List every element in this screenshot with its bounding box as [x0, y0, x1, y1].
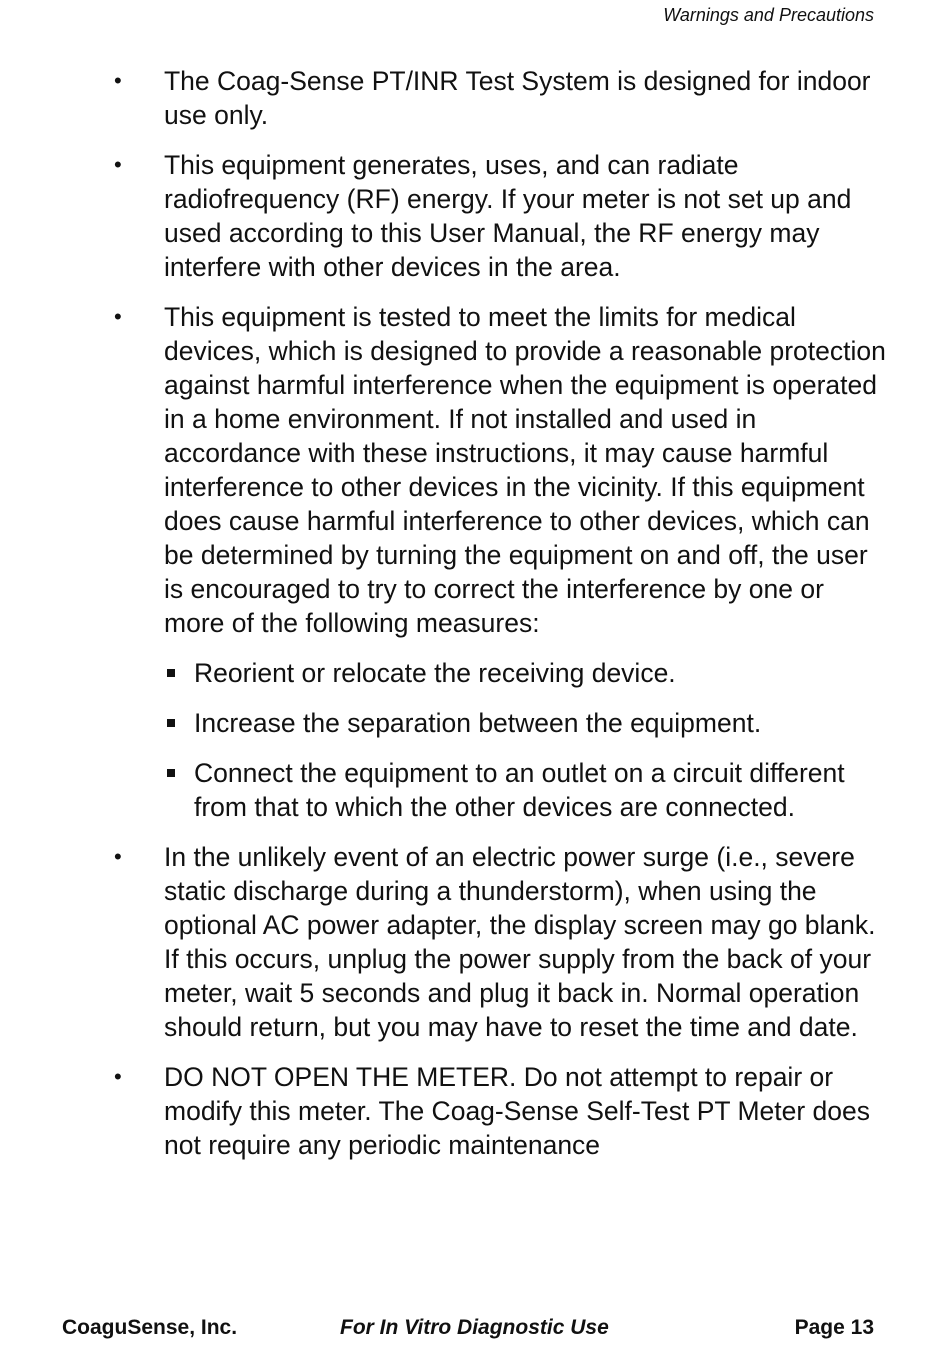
list-item — [0, 64, 950, 132]
list-item-text: DO NOT OPEN THE METER. Do not attempt to repair or modify this meter. The Coag-Sense Self-Test PT Meter does not require any periodic maintenance — [164, 1062, 871, 1160]
square-bullet-icon — [167, 769, 175, 777]
bullet-dot-icon: • — [114, 304, 122, 329]
list-item-text: The Coag-Sense PT/INR Test System is designed for indoor use only. — [164, 66, 871, 130]
document-body — [0, 64, 950, 1178]
sub-list-item — [164, 706, 890, 740]
sub-list-item-text: Increase the separation between the equipment. — [194, 708, 762, 738]
list-item — [0, 300, 950, 824]
list-item-text: In the unlikely event of an electric power surge (i.e., severe static discharge during a thunderstorm), when using the optional AC power adapter, the display screen may go blank. If this occurs, unplug the power supply from the back of your meter, wait 5 seconds and plug it back in. Normal operation should return, but you may have to reset the time and date. — [164, 842, 876, 1042]
running-header: Warnings and Precautions — [663, 5, 874, 25]
list-item — [0, 148, 950, 284]
list-item-text: This equipment generates, uses, and can radiate radiofrequency (RF) energy. If your meter is not set up and used according to this User Manual, the RF energy may interfere with other devices in the area. — [164, 150, 852, 282]
square-bullet-icon — [167, 719, 175, 727]
page-number: Page 13 — [794, 1316, 874, 1339]
page-footer — [62, 1316, 874, 1344]
footer-company: CoaguSense, Inc. — [62, 1316, 238, 1339]
sub-list-item-text: Reorient or relocate the receiving device. — [194, 658, 676, 688]
sub-list — [164, 656, 890, 824]
footer-use-statement: For In Vitro Diagnostic Use — [340, 1316, 609, 1339]
bullet-dot-icon: • — [114, 844, 122, 869]
list-item-text: This equipment is tested to meet the limits for medical devices, which is designed to provide a reasonable protection against harmful interference when the equipment is operated in a home environment. If not installed and used in accordance with these instructions, it may cause harmful interference to other devices in the vicinity. If this equipment does cause harmful interference to other devices, which can be determined by turning the equipment on and off, the user is encouraged to try to correct the interference by one or more of the following measures: — [164, 302, 886, 638]
bullet-dot-icon: • — [114, 68, 122, 93]
bullet-dot-icon: • — [114, 1064, 122, 1089]
list-item — [0, 1060, 950, 1162]
sub-list-item — [164, 756, 890, 824]
bullet-dot-icon: • — [114, 152, 122, 177]
sub-list-item — [164, 656, 890, 690]
list-item — [0, 840, 950, 1044]
square-bullet-icon — [167, 669, 175, 677]
sub-list-item-text: Connect the equipment to an outlet on a circuit different from that to which the other devices are connected. — [194, 758, 845, 822]
